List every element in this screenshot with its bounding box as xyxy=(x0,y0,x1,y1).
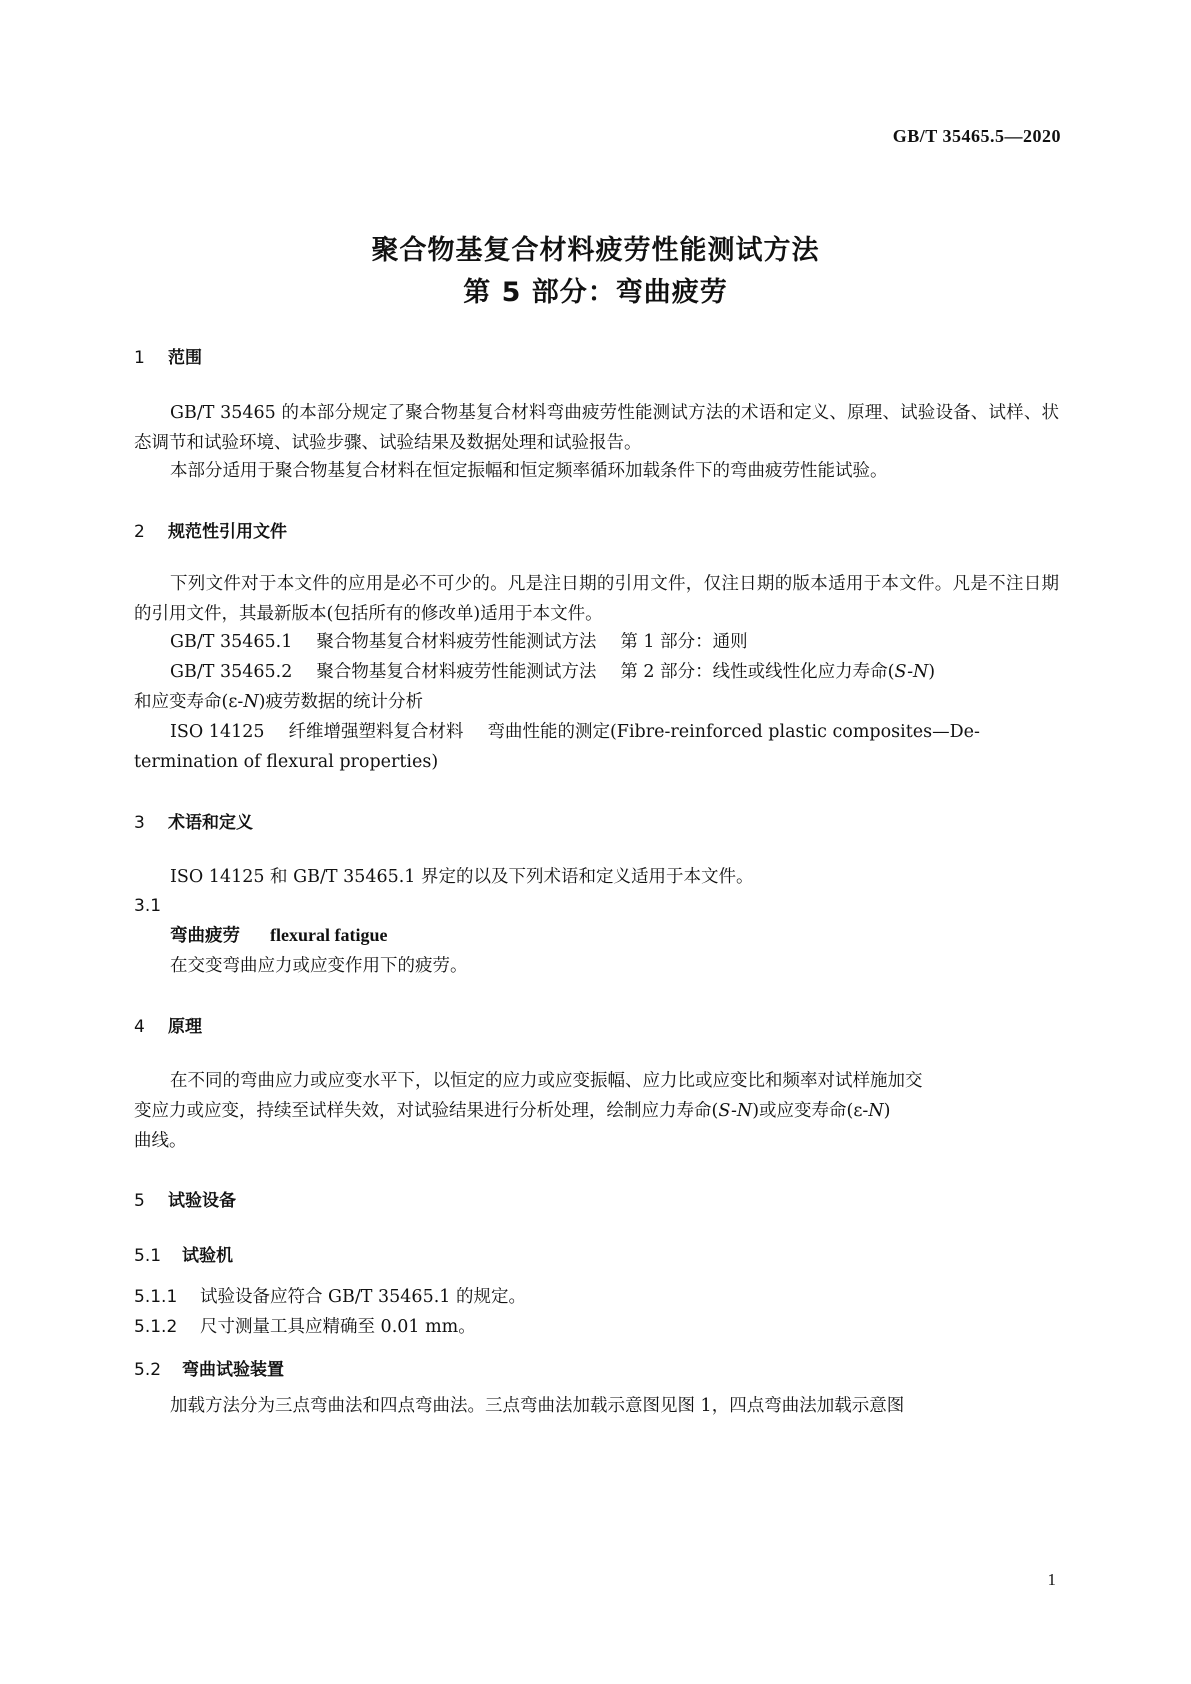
section-title: 原理 xyxy=(168,1017,202,1037)
references-intro: 下列文件对于本文件的应用是必不可少的。凡是注日期的引用文件，仅注日期的版本适用于本文件。凡是不注日期的引用文件，其最新版本(包括所有的修改单)适用于本文件。 xyxy=(134,574,1059,624)
section-number: 2 xyxy=(134,522,145,542)
page-number: 1 xyxy=(1047,1570,1056,1589)
reference-code: GB/T 35465.1 xyxy=(170,632,293,652)
subsection-number: 5.2 xyxy=(134,1360,162,1380)
subsection-number: 5.1 xyxy=(134,1246,162,1266)
clause-number: 5.1.1 xyxy=(134,1287,178,1307)
clause-number: 5.1.2 xyxy=(134,1317,178,1337)
sn-symbol: S-N xyxy=(894,662,929,682)
section-1-heading xyxy=(134,343,202,368)
document-title: 聚合物基复合材料疲劳性能测试方法 xyxy=(371,235,820,266)
term-definition: 在交变弯曲应力或应变作用下的疲劳。 xyxy=(170,956,468,976)
section-number: 1 xyxy=(134,348,145,368)
section-2-heading xyxy=(134,517,287,542)
reference-title: 聚合物基复合材料疲劳性能测试方法 xyxy=(316,662,597,682)
reference-title: 聚合物基复合材料疲劳性能测试方法 xyxy=(316,632,597,652)
clause-5-1-2 xyxy=(134,1313,476,1338)
reference-3 xyxy=(134,717,1059,747)
scope-paragraph-1: GB/T 35465 的本部分规定了聚合物基复合材料弯曲疲劳性能测试方法的术语和定义、原理、试验设备、试样、状态调节和试验环境、试验步骤、试验结果及数据处理和试验报告。 xyxy=(134,403,1059,453)
reference-title: 纤维增强塑料复合材料 xyxy=(288,722,464,742)
n-symbol: N xyxy=(243,692,259,712)
section-number: 5 xyxy=(134,1191,145,1211)
reference-code: ISO 14125 xyxy=(170,722,265,742)
section-5-heading xyxy=(134,1186,236,1211)
principle-text: ) xyxy=(883,1101,891,1121)
reference-3-continued: termination of flexural properties) xyxy=(134,752,439,772)
subsection-5-1-heading xyxy=(134,1241,233,1266)
subsection-title: 弯曲试验装置 xyxy=(182,1360,284,1380)
principle-text: 变应力或应变，持续至试样失效，对试验结果进行分析处理，绘制应力寿命( xyxy=(134,1101,719,1121)
standard-number: GB/T 35465.5—2020 xyxy=(892,126,1061,146)
reference-1 xyxy=(134,627,1059,657)
section-number: 3 xyxy=(134,813,145,833)
term-english: flexural fatigue xyxy=(270,925,388,945)
reference-part-end: ) xyxy=(928,662,936,682)
section-title: 规范性引用文件 xyxy=(168,522,287,542)
scope-paragraph-2: 本部分适用于聚合物基复合材料在恒定振幅和恒定频率循环加载条件下的弯曲疲劳性能试验。 xyxy=(170,461,888,481)
reference-text: 和应变寿命(ε- xyxy=(134,692,244,712)
section-title: 范围 xyxy=(168,348,202,368)
terms-intro: ISO 14125 和 GB/T 35465.1 界定的以及下列术语和定义适用于本文件。 xyxy=(170,867,754,887)
loading-method-text: 加载方法分为三点弯曲法和四点弯曲法。三点弯曲法加载示意图见图 1，四点弯曲法加载示意图 xyxy=(170,1396,905,1416)
clause-text: 尺寸测量工具应精确至 0.01 mm。 xyxy=(200,1317,476,1337)
sn-symbol: S-N xyxy=(718,1101,753,1121)
section-4-heading xyxy=(134,1012,202,1037)
reference-2-continued xyxy=(134,687,1059,717)
term-number: 3.1 xyxy=(134,896,162,916)
principle-text: )或应变寿命(ε- xyxy=(752,1101,869,1121)
reference-part: 第 2 部分：线性或线性化应力寿命( xyxy=(620,662,895,682)
reference-2 xyxy=(134,657,1059,687)
document-subtitle: 第 5 部分：弯曲疲劳 xyxy=(463,277,728,308)
term-chinese: 弯曲疲劳 xyxy=(170,926,240,946)
reference-rest: 弯曲性能的测定(Fibre-reinforced plastic composites—De- xyxy=(487,722,980,742)
reference-code: GB/T 35465.2 xyxy=(170,662,293,682)
section-3-heading xyxy=(134,808,253,833)
principle-line-3: 曲线。 xyxy=(134,1131,187,1151)
section-title: 试验设备 xyxy=(168,1191,236,1211)
reference-text: )疲劳数据的统计分析 xyxy=(258,692,423,712)
principle-line-2 xyxy=(134,1096,1059,1126)
n-symbol: N xyxy=(868,1101,884,1121)
section-number: 4 xyxy=(134,1017,145,1037)
principle-line-1: 在不同的弯曲应力或应变水平下，以恒定的应力或应变振幅、应力比或应变比和频率对试样施加交 xyxy=(170,1071,923,1091)
clause-text: 试验设备应符合 GB/T 35465.1 的规定。 xyxy=(200,1287,526,1307)
reference-part: 第 1 部分：通则 xyxy=(620,632,748,652)
clause-5-1-1 xyxy=(134,1283,526,1308)
subsection-title: 试验机 xyxy=(182,1246,233,1266)
term-entry xyxy=(170,922,387,947)
section-title: 术语和定义 xyxy=(168,813,253,833)
subsection-5-2-heading xyxy=(134,1355,284,1380)
